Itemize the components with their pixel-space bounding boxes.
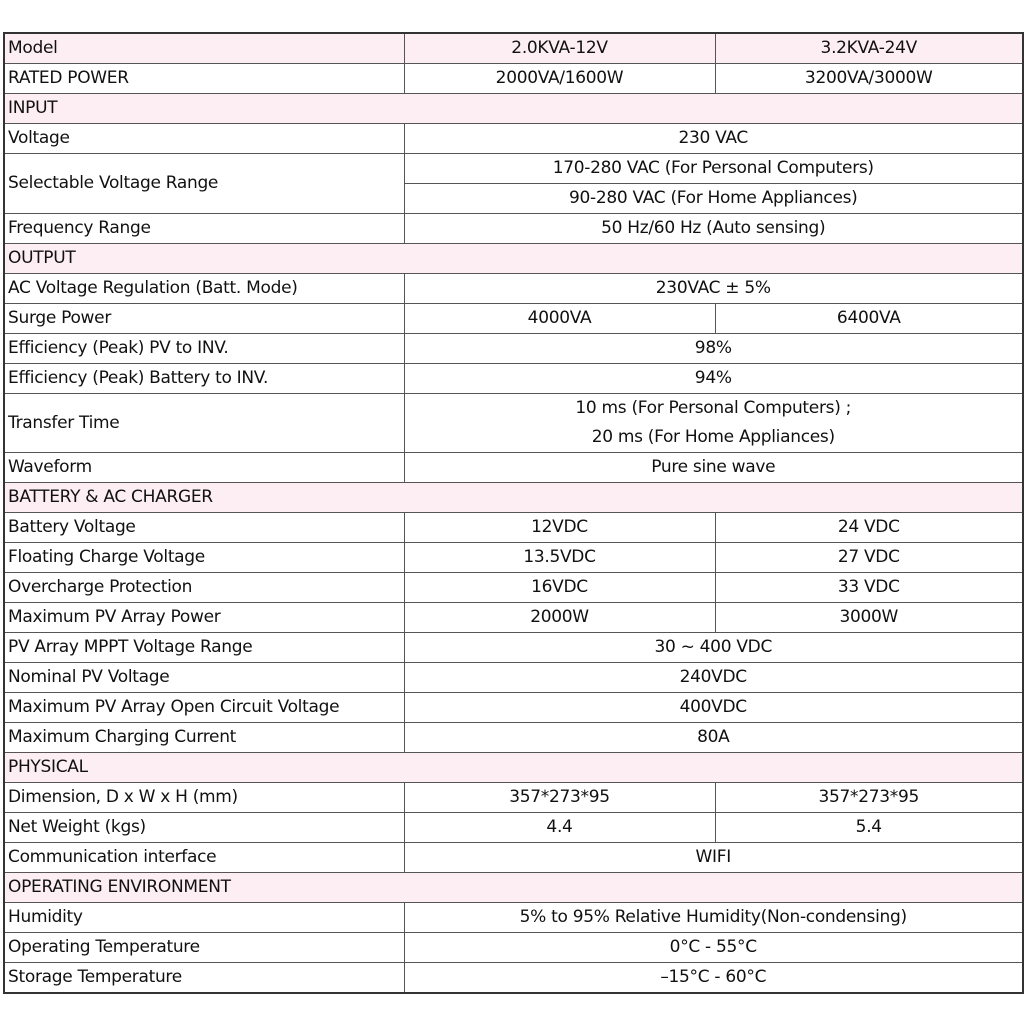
row-value: 400VDC: [404, 693, 1023, 723]
section-title: OPERATING ENVIRONMENT: [4, 873, 1023, 903]
row-value: 94%: [404, 364, 1023, 394]
row-label: Communication interface: [4, 843, 404, 873]
table-row: [4, 963, 1023, 994]
row-value: WIFI: [404, 843, 1023, 873]
row-value: 13.5VDC: [404, 543, 715, 573]
row-label: Net Weight (kgs): [4, 813, 404, 843]
table-row: [4, 124, 1023, 154]
row-value: 3200VA/3000W: [715, 64, 1023, 94]
row-value: 12VDC: [404, 513, 715, 543]
row-value: 90-280 VAC (For Home Appliances): [404, 184, 1023, 214]
table-row: [4, 693, 1023, 723]
table-row: [4, 903, 1023, 933]
row-label: RATED POWER: [4, 64, 404, 94]
row-value: 30 ~ 400 VDC: [404, 633, 1023, 663]
row-value: 10 ms (For Personal Computers) ;: [404, 394, 1023, 424]
row-label: PV Array MPPT Voltage Range: [4, 633, 404, 663]
row-label: Humidity: [4, 903, 404, 933]
table-row: [4, 453, 1023, 483]
row-value: 98%: [404, 334, 1023, 364]
row-value: 170-280 VAC (For Personal Computers): [404, 154, 1023, 184]
section-header-physical: [4, 753, 1023, 783]
row-value: 230VAC ± 5%: [404, 274, 1023, 304]
row-value: 6400VA: [715, 304, 1023, 334]
row-value: 16VDC: [404, 573, 715, 603]
table-row: [4, 513, 1023, 543]
row-label: Operating Temperature: [4, 933, 404, 963]
row-value: 5.4: [715, 813, 1023, 843]
row-value: 357*273*95: [715, 783, 1023, 813]
model-1: 2.0KVA-12V: [404, 33, 715, 64]
row-label: Surge Power: [4, 304, 404, 334]
table-row: [4, 334, 1023, 364]
model-row: [4, 33, 1023, 64]
row-label: Maximum PV Array Power: [4, 603, 404, 633]
table-row: [4, 813, 1023, 843]
row-label: Dimension, D x W x H (mm): [4, 783, 404, 813]
row-value: 24 VDC: [715, 513, 1023, 543]
table-row: [4, 663, 1023, 693]
table-row: [4, 603, 1023, 633]
row-label: Floating Charge Voltage: [4, 543, 404, 573]
row-label: Nominal PV Voltage: [4, 663, 404, 693]
table-row: [4, 783, 1023, 813]
table-row: [4, 543, 1023, 573]
section-title: OUTPUT: [4, 244, 1023, 274]
section-header-output: [4, 244, 1023, 274]
row-label: Storage Temperature: [4, 963, 404, 994]
section-title: PHYSICAL: [4, 753, 1023, 783]
row-label: Battery Voltage: [4, 513, 404, 543]
row-value: 50 Hz/60 Hz (Auto sensing): [404, 214, 1023, 244]
row-label: Waveform: [4, 453, 404, 483]
row-label: AC Voltage Regulation (Batt. Mode): [4, 274, 404, 304]
row-value: 33 VDC: [715, 573, 1023, 603]
section-title: BATTERY & AC CHARGER: [4, 483, 1023, 513]
row-value: 2000W: [404, 603, 715, 633]
table-row: [4, 64, 1023, 94]
table-row: [4, 633, 1023, 663]
row-label: Frequency Range: [4, 214, 404, 244]
table-row: [4, 394, 1023, 424]
table-row: [4, 364, 1023, 394]
row-value: 3000W: [715, 603, 1023, 633]
row-label: Efficiency (Peak) Battery to INV.: [4, 364, 404, 394]
model-label: Model: [4, 33, 404, 64]
row-value: 4.4: [404, 813, 715, 843]
row-value: 240VDC: [404, 663, 1023, 693]
row-label: Overcharge Protection: [4, 573, 404, 603]
row-value: 20 ms (For Home Appliances): [404, 423, 1023, 453]
section-header-input: [4, 94, 1023, 124]
row-value: 230 VAC: [404, 124, 1023, 154]
row-value: –15°C - 60°C: [404, 963, 1023, 994]
row-label: Transfer Time: [4, 394, 404, 453]
section-title: INPUT: [4, 94, 1023, 124]
table-row: [4, 304, 1023, 334]
table-row: [4, 274, 1023, 304]
row-value: 357*273*95: [404, 783, 715, 813]
model-2: 3.2KVA-24V: [715, 33, 1023, 64]
table-row: [4, 933, 1023, 963]
row-label: Maximum PV Array Open Circuit Voltage: [4, 693, 404, 723]
row-value: 2000VA/1600W: [404, 64, 715, 94]
row-value: 0°C - 55°C: [404, 933, 1023, 963]
row-value: 5% to 95% Relative Humidity(Non-condensing): [404, 903, 1023, 933]
table-row: [4, 723, 1023, 753]
row-value: Pure sine wave: [404, 453, 1023, 483]
table-row: [4, 843, 1023, 873]
spec-table: [3, 32, 1024, 994]
table-row: [4, 154, 1023, 184]
row-value: 4000VA: [404, 304, 715, 334]
row-label: Efficiency (Peak) PV to INV.: [4, 334, 404, 364]
row-value: 80A: [404, 723, 1023, 753]
row-value: 27 VDC: [715, 543, 1023, 573]
row-label: Selectable Voltage Range: [4, 154, 404, 214]
table-row: [4, 573, 1023, 603]
section-header-environment: [4, 873, 1023, 903]
row-label: Maximum Charging Current: [4, 723, 404, 753]
row-label: Voltage: [4, 124, 404, 154]
table-row: [4, 214, 1023, 244]
section-header-battery: [4, 483, 1023, 513]
